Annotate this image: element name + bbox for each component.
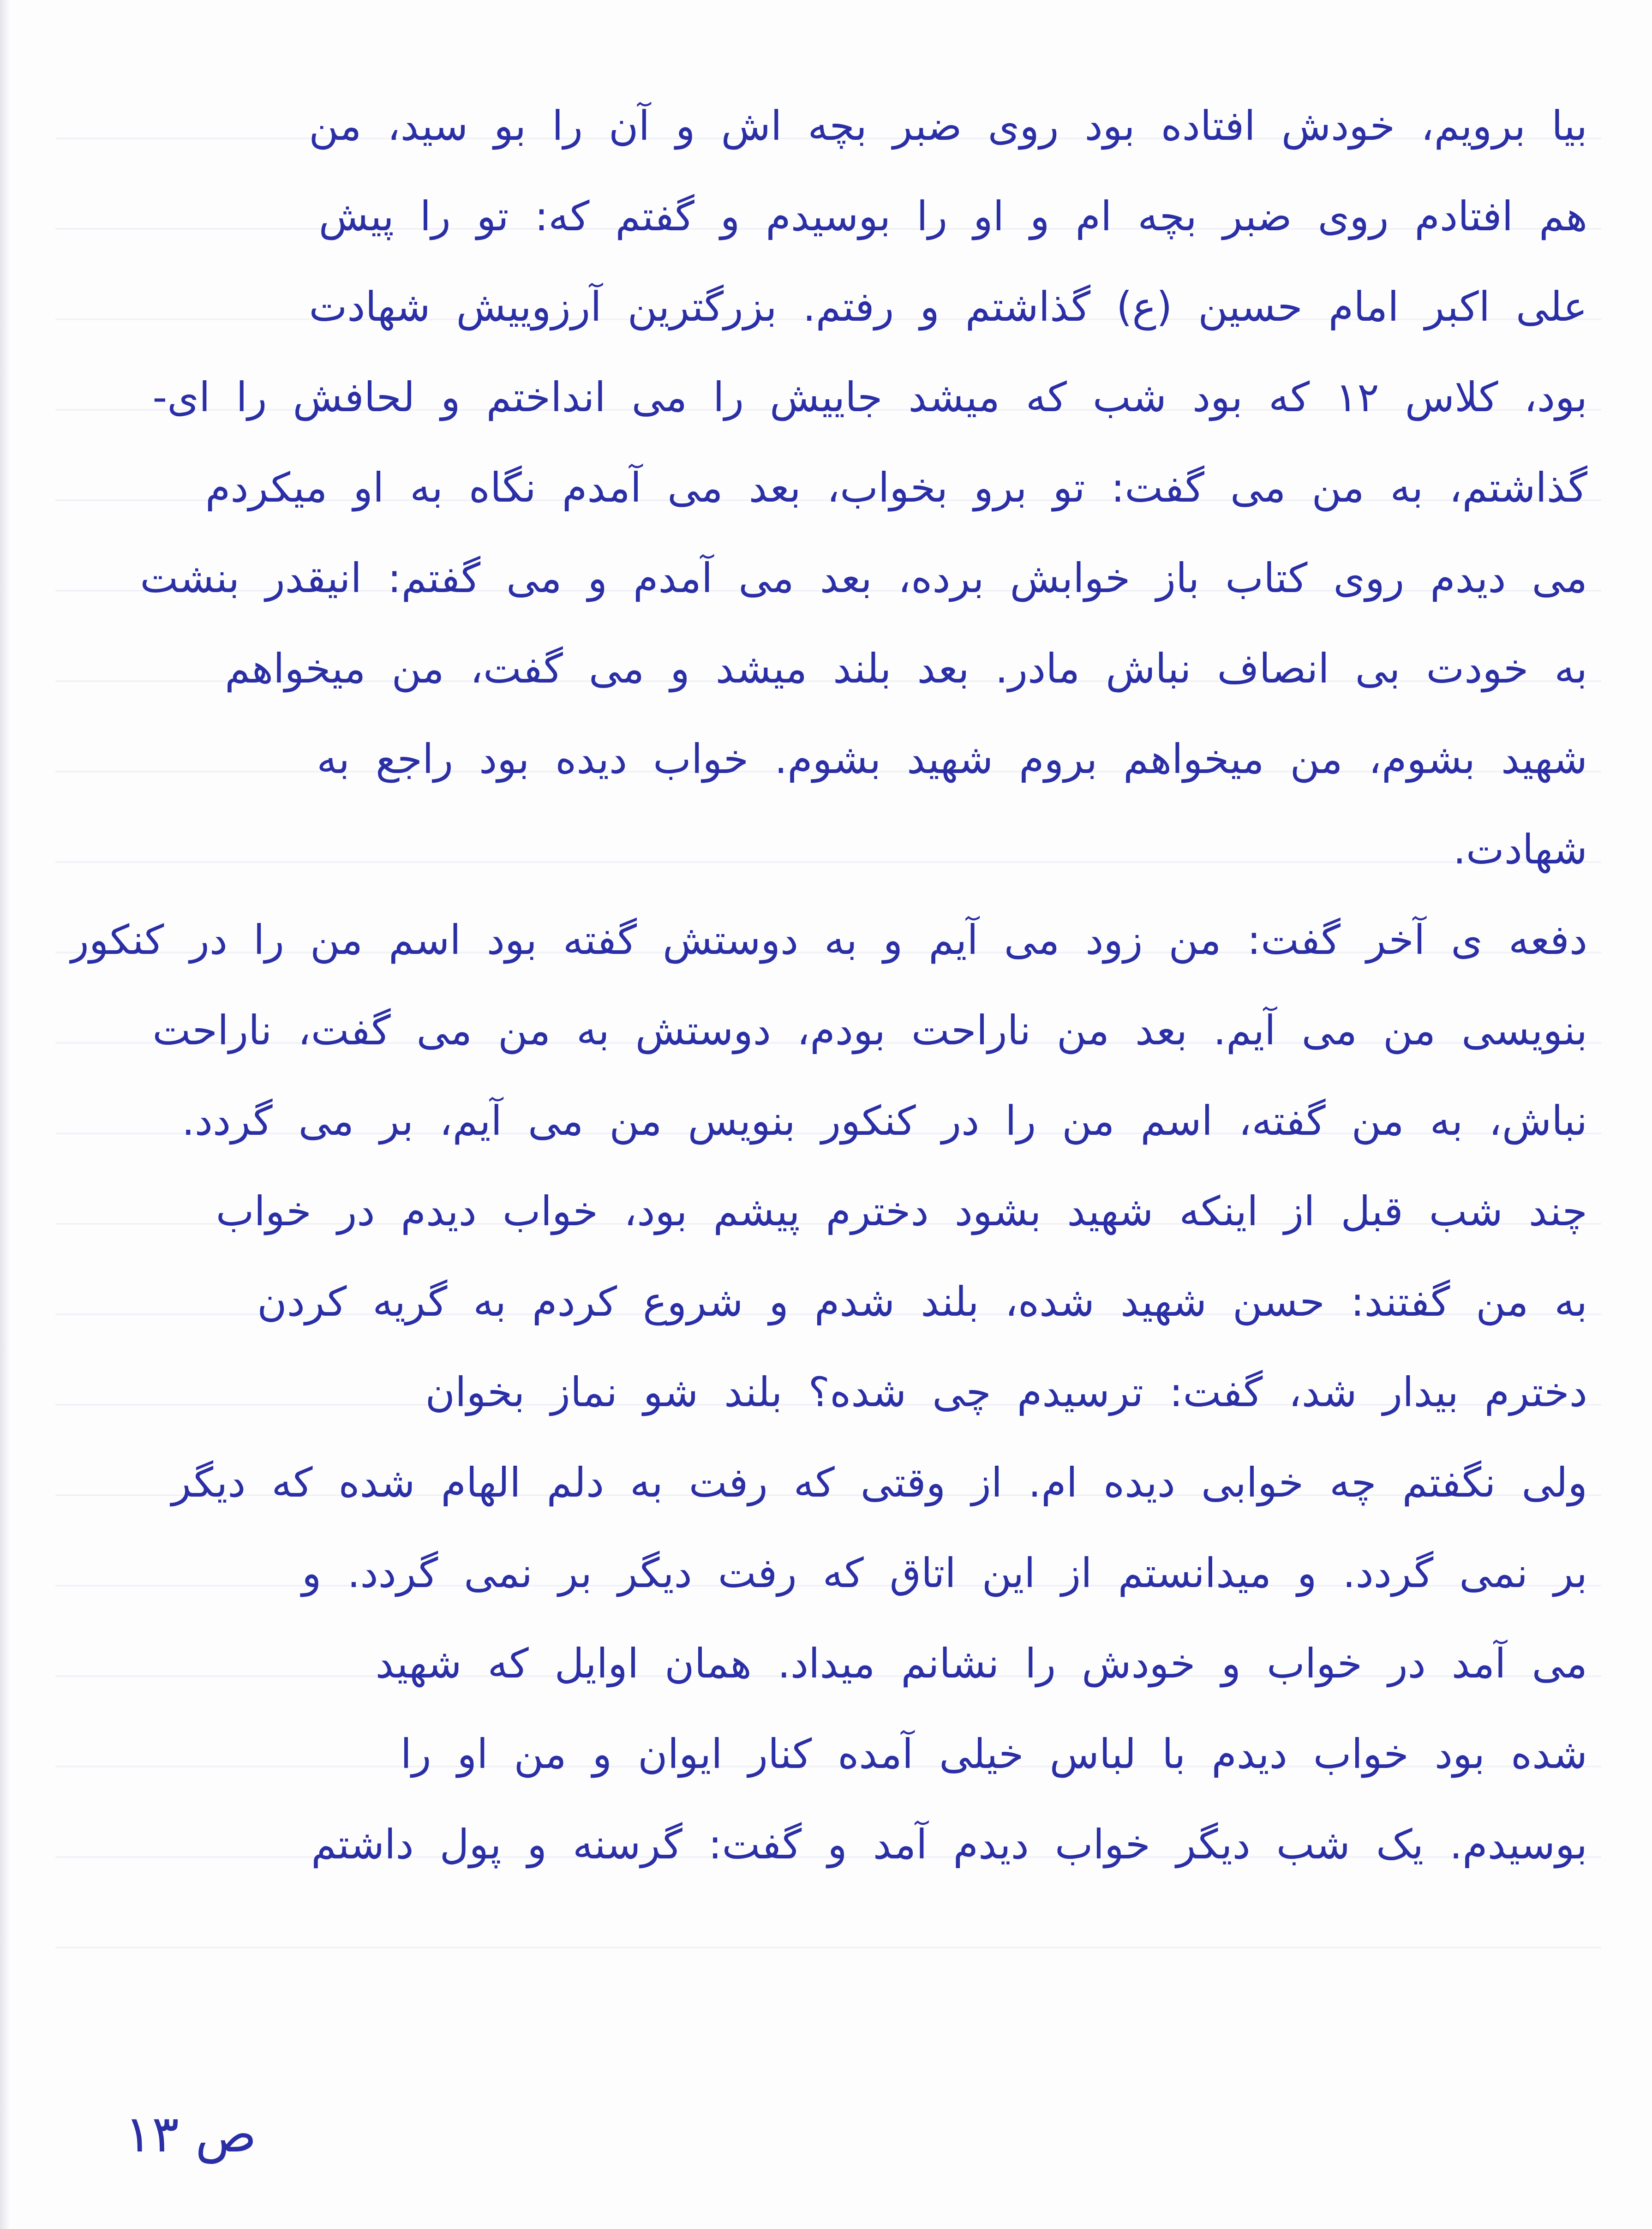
text-line: بر نمی گردد. و میدانستم از این اتاق که رفت دیگر بر نمی گردد. و [302,1549,1587,1597]
text-line: می دیدم روی کتاب باز خوابش برده، بعد می آمدم و می گفتم: انیقدر بنشت [140,554,1587,602]
text-line: به خودت بی انصاف نباش مادر. بعد بلند میشد و می گفت، من میخواهم [225,645,1587,692]
scan-edge-shadow [0,0,10,2229]
text-line: نباش، به من گفته، اسم من را در کنکور بنویس من می آیم، بر می گردد. [181,1097,1587,1144]
text-line: شهید بشوم، من میخواهم بروم شهید بشوم. خواب دیده بود راجع به [317,735,1587,783]
text-line: به من گفتند: حسن شهید شده، بلند شدم و شروع کردم به گریه کردن [257,1278,1587,1325]
text-line: علی اکبر امام حسین (ع) گذاشتم و رفتم. بزرگترین آرزوییش شهادت [309,283,1587,330]
text-line: چند شب قبل از اینکه شهید بشود دخترم پیشم بود، خواب دیدم در خواب [215,1187,1587,1235]
text-line: گذاشتم، به من می گفت: تو برو بخواب، بعد می آمدم نگاه به او میکردم [205,464,1587,511]
text-line: می آمد در خواب و خودش را نشانم میداد. همان اوایل که شهید [375,1640,1587,1687]
text-line: ولی نگفتم چه خوابی دیده ام. از وقتی که رفت به دلم الهام شده که دیگر [171,1459,1587,1506]
text-line: دخترم بیدار شد، گفت: ترسیدم چی شده؟ بلند شو نماز بخوان [425,1368,1587,1416]
page-number: ص ۱۳ [125,2104,257,2163]
text-line: بود، کلاس ۱۲ که بود شب که میشد جاییش را می انداختم و لحافش را ای- [152,373,1587,421]
text-line: بیا برویم، خودش افتاده بود روی ضبر بچه اش و آن را بو سید، من [309,102,1587,150]
text-line: دفعه ی آخر گفت: من زود می آیم و به دوستش گفته بود اسم من را در کنکور [69,916,1587,964]
text-line: شده بود خواب دیدم با لباس خیلی آمده کنار ایوان و من او را [400,1730,1587,1778]
text-line: بوسیدم. یک شب دیگر خواب دیدم آمد و گفت: گرسنه و پول داشتم [311,1821,1587,1868]
text-line: شهادت. [1453,826,1587,873]
text-line: هم افتادم روی ضبر بچه ام و او را بوسیدم و گفتم که: تو را پیش [318,192,1587,240]
text-line: بنویسی من می آیم. بعد من ناراحت بودم، دوستش به من می گفت، ناراحت [152,1007,1587,1054]
handwritten-text [69,81,1587,1890]
